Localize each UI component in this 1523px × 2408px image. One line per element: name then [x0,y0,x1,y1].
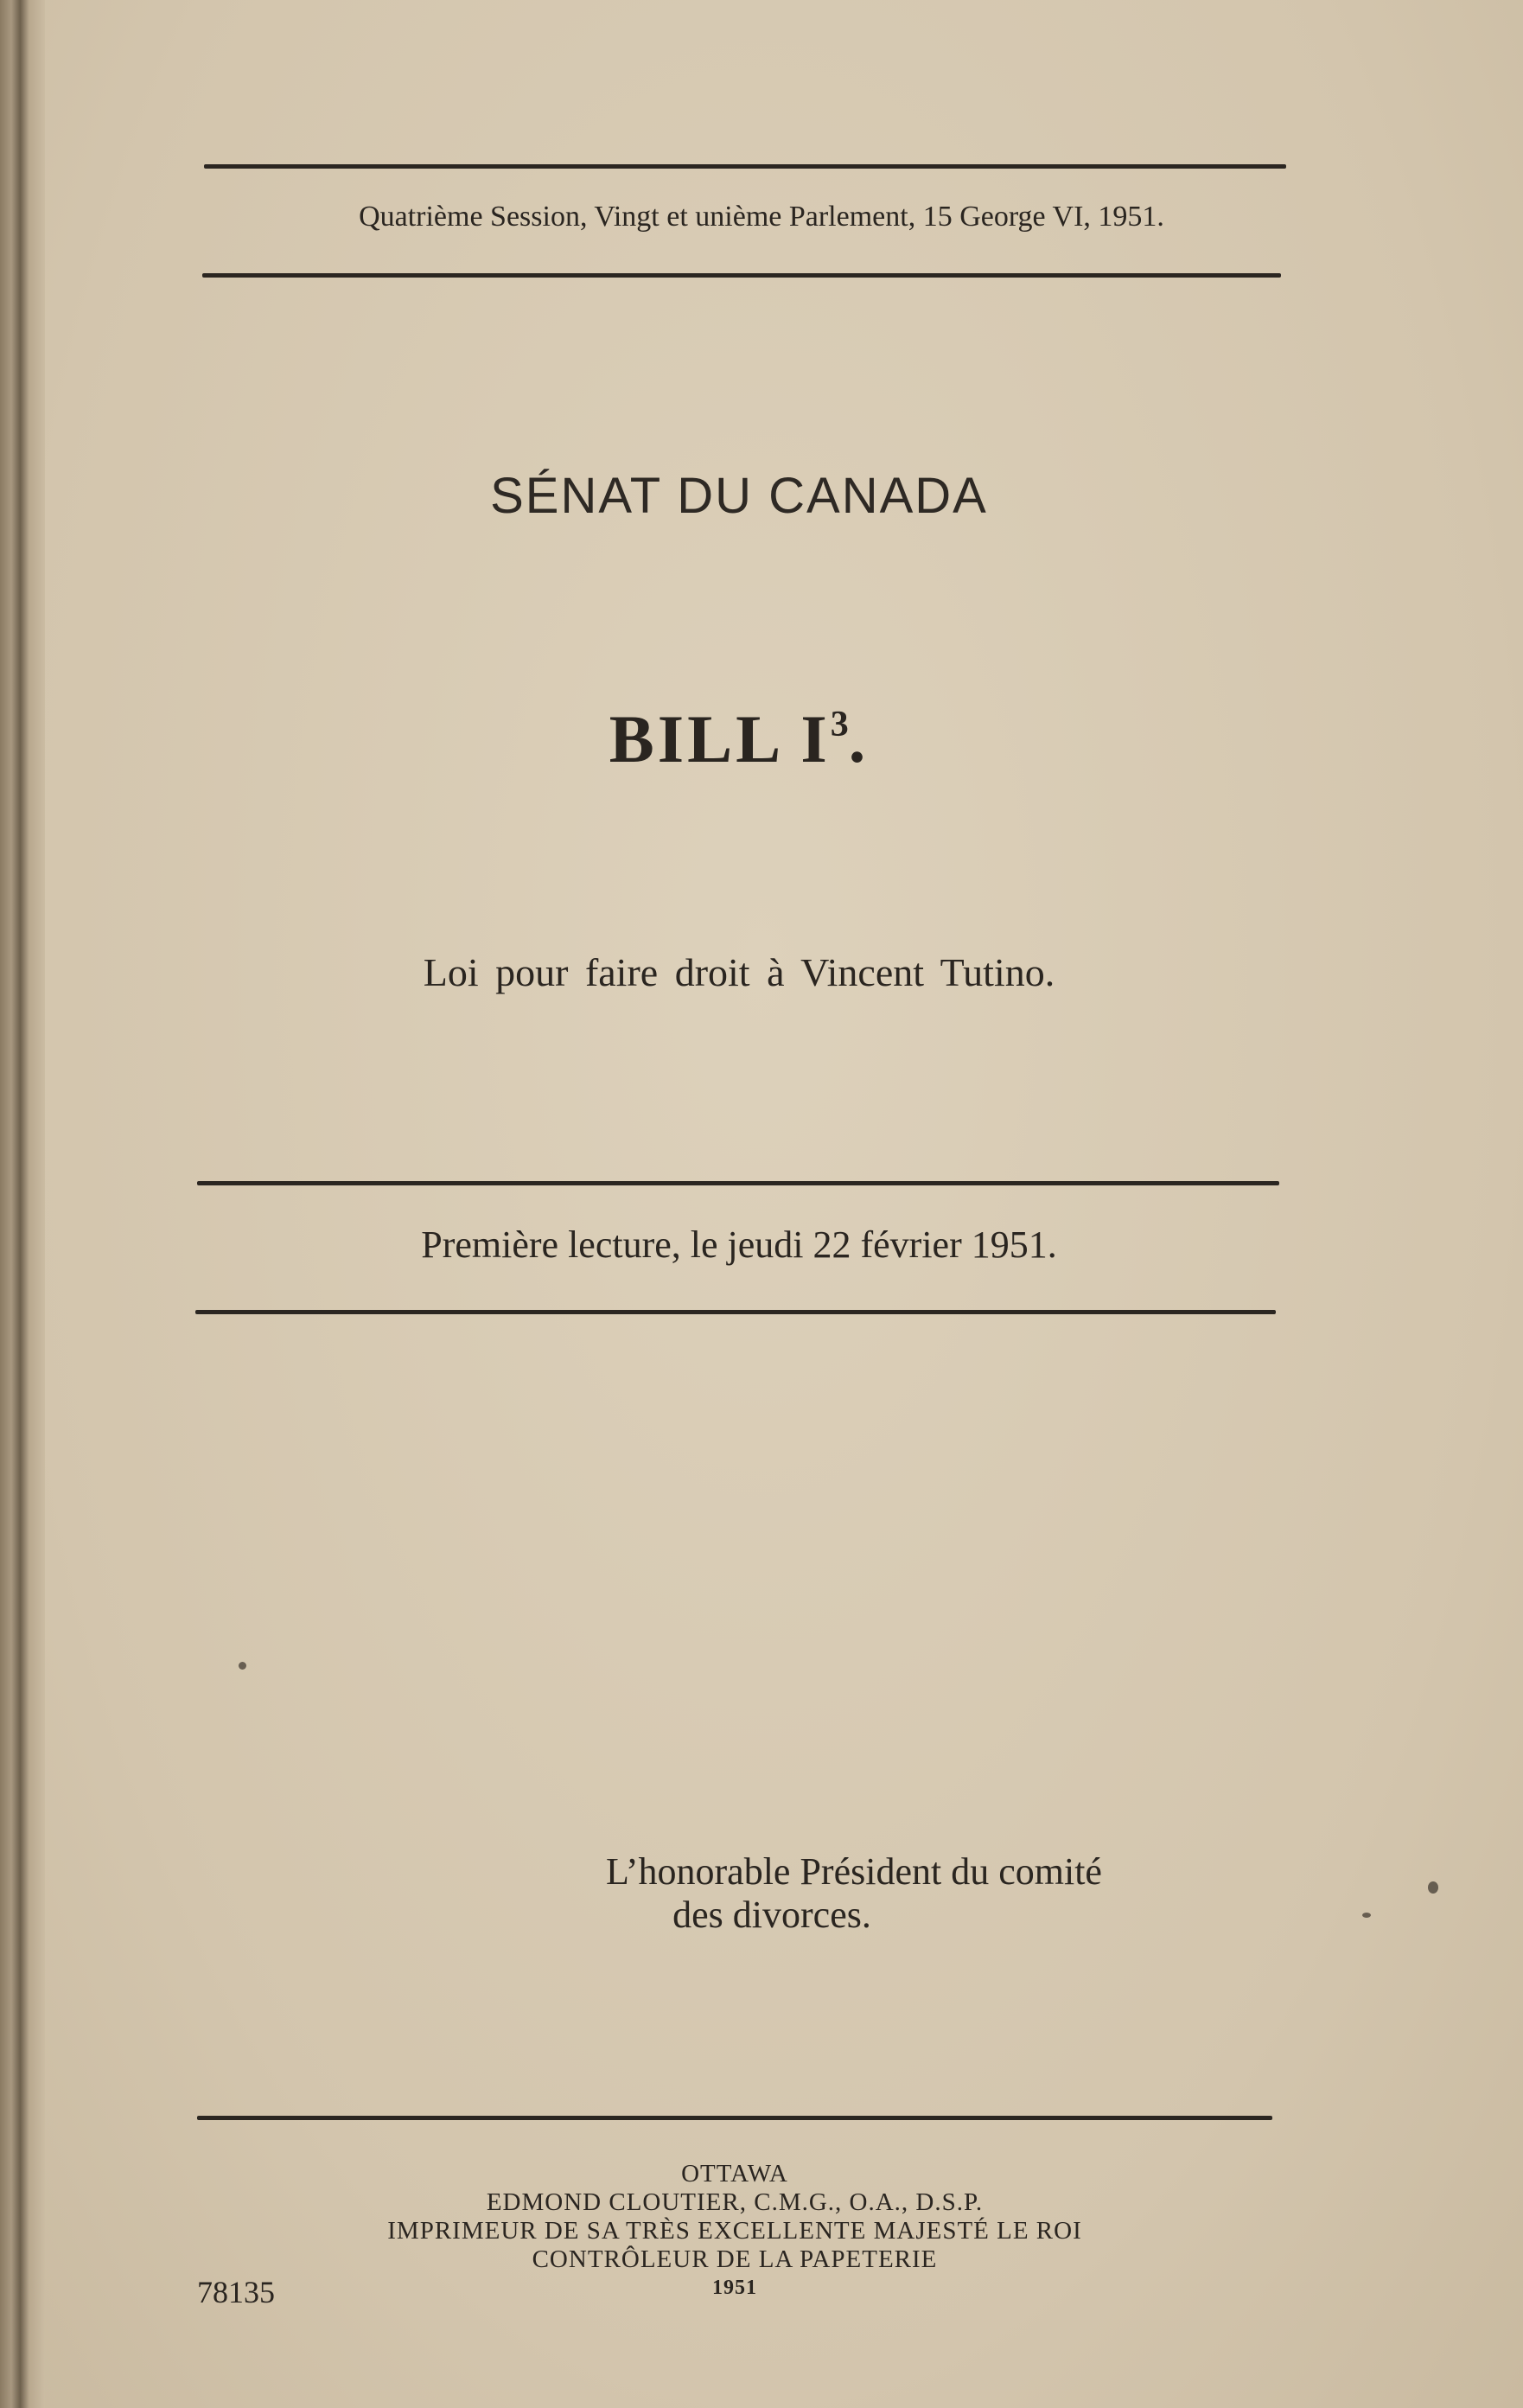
imprint-printer: EDMOND CLOUTIER, C.M.G., O.A., D.S.P. [486,2188,984,2216]
top-rule-upper [204,164,1286,169]
imprint-title-2: CONTRÔLEUR DE LA PAPETERIE [532,2245,938,2273]
sponsor-line-2: des divorces. [672,1894,871,1936]
session-header: Quatrième Session, Vingt et unième Parlement, 15 George VI, 1951. [359,201,1164,233]
bill-label: BILL I [609,701,831,776]
reading-rule-upper [197,1181,1279,1185]
imprint-city: OTTAWA [681,2160,788,2188]
first-reading: Première lecture, le jeudi 22 février 1951. [421,1223,1057,1266]
imprint-rule [197,2116,1272,2120]
document-number: 78135 [197,2275,275,2309]
paper-speck [1428,1881,1438,1894]
bill-subject: Loi pour faire droit à Vincent Tutino. [423,950,1055,994]
imprint-title-1: IMPRIMEUR DE SA TRÈS EXCELLENTE MAJESTÉ LE ROI [387,2217,1082,2245]
bill-superscript: 3 [830,705,849,744]
reading-rule-lower [195,1310,1276,1314]
sponsor-line-1: L’honorable Président du comité [606,1850,1102,1893]
bill-period: . [848,701,870,776]
paper-speck [1362,1913,1371,1918]
top-rule-lower [202,273,1281,278]
binding-edge [0,0,45,2408]
imprint-year: 1951 [712,2277,757,2299]
paper-speck [239,1662,246,1670]
senate-heading: SÉNAT DU CANADA [490,468,988,524]
bill-number [0,700,1478,778]
sponsor [551,1850,1157,1937]
